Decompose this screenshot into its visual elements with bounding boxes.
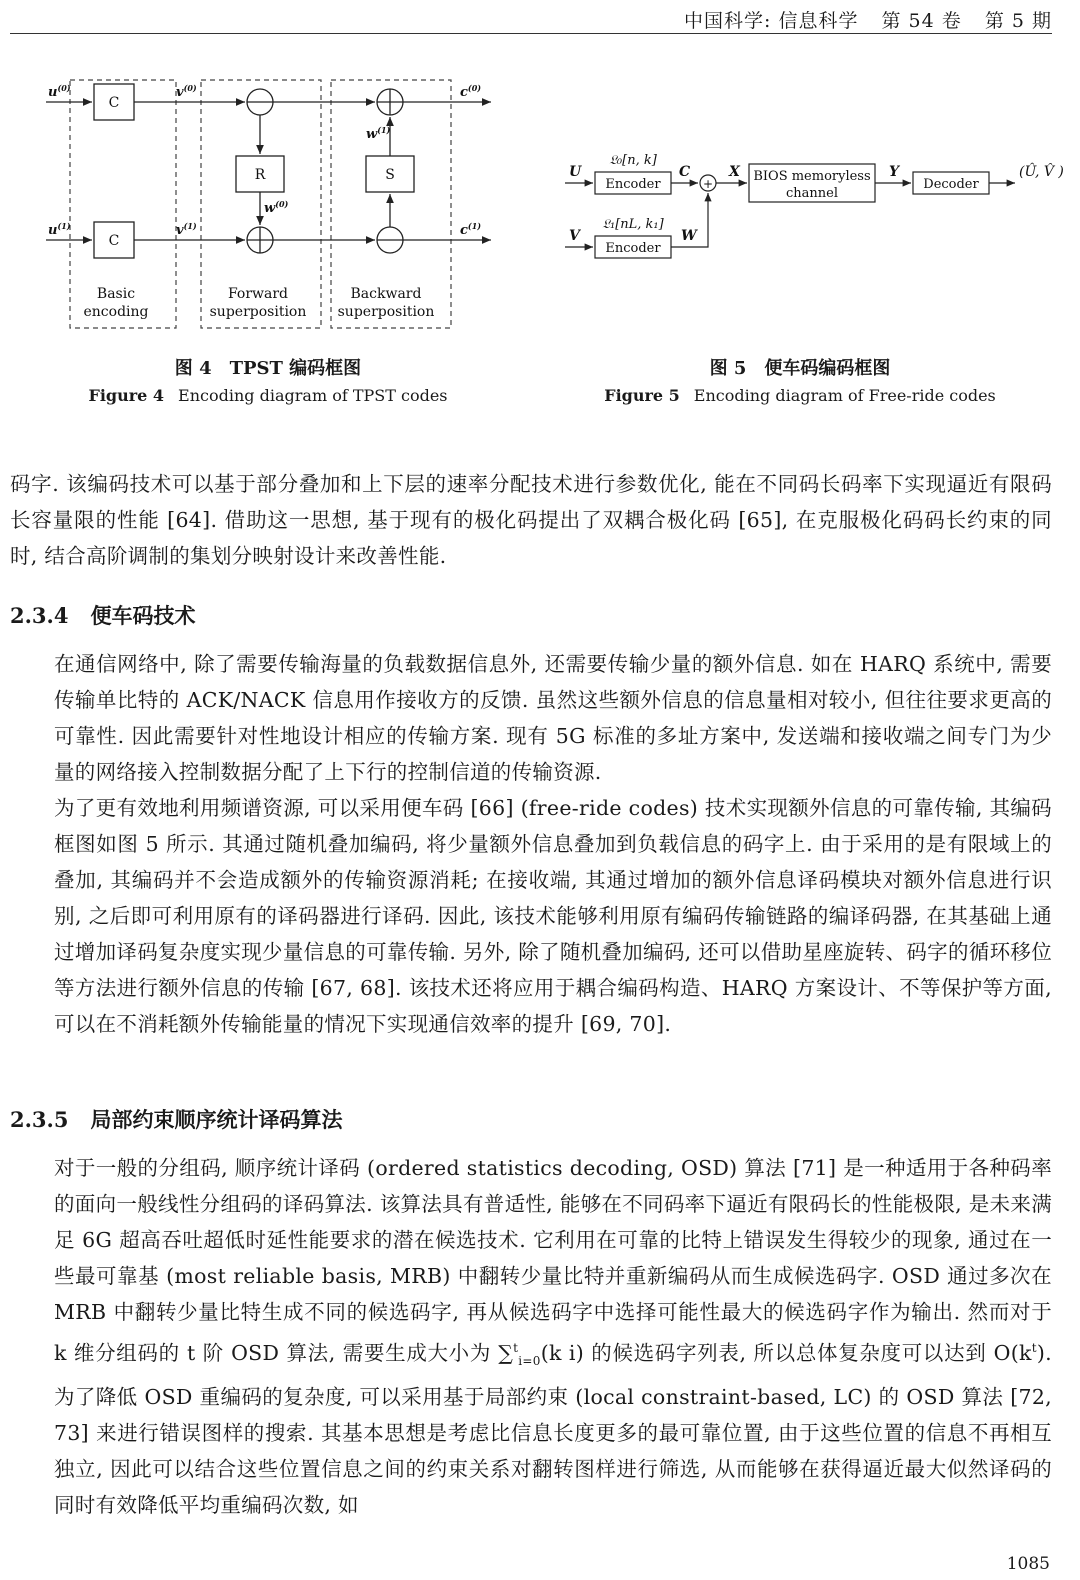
figure-5-caption-en: Encoding diagram of Free-ride codes	[693, 386, 996, 405]
figure-4-caption-en: Encoding diagram of TPST codes	[178, 386, 448, 405]
svg-text:v(0): $v^{(0)}$	[176, 83, 197, 100]
figure-4-diagram	[36, 76, 496, 342]
paragraph-intro: 码字. 该编码技术可以基于部分叠加和上下层的速率分配技术进行参数优化, 能在不同码长码率下实现逼近有限码长容量限的性能 [64]. 借助这一思想, 基于现有的极化码提出了双耦合极化码 [65], 在克服极化码码长约束的同时, 结合高阶调制的集划分映射设计来改善性能.	[10, 472, 1052, 568]
page-number: 1085	[1006, 1554, 1050, 1574]
paragraph-2-3-4-a: 在通信网络中, 除了需要传输海量的负载数据信息外, 还需要传输少量的额外信息. 如在 HARQ 系统中, 需要传输单比特的 ACK/NACK 信息用作接收方的反馈. 虽然这些额外信息的信息量相对较小, 但往往要求更高的可靠性. 因此需要针对性地设计相应的传输方案. 现有 5G 标准的多址方案中, 发送端和接收端之间专门为少量的网络接入控制数据分配了上下行的控制信道的传输资源.	[54, 652, 1052, 784]
svg-text:Backward: Backward	[350, 286, 422, 302]
volume: 第 54 卷	[881, 10, 962, 32]
svg-text:encoding: encoding	[83, 304, 149, 320]
svg-text:c(1): $c^{(1)}$	[460, 221, 482, 238]
svg-text:R: R	[254, 167, 266, 183]
svg-text:channel: channel	[786, 186, 838, 201]
svg-text:(Û, V̂ ): (Û, V̂ )	[1019, 164, 1064, 180]
svg-text:u(1): $u^{(1)}$	[48, 221, 71, 238]
svg-text:S: S	[385, 167, 395, 183]
svg-text:BIOS memoryless: BIOS memoryless	[753, 169, 871, 184]
figure-4-label: Figure 4	[88, 386, 165, 405]
svg-text:C: C	[108, 95, 120, 111]
figure-5-caption	[590, 354, 1010, 405]
paragraph-2-3-4-b: 为了更有效地利用频谱资源, 可以采用便车码 [66] (free-ride codes) 技术实现额外信息的可靠传输, 其编码框图如图 5 所示. 其通过随机叠加编码, 将少量额外信息叠加到负载信息的码字上. 由于采用的是有限域上的叠加, 其编码并不会造成额外的传输资源消耗; 在接收端, 其通过增加的额外信息译码模块对额外信息进行识别, 之后即可利用原有的译码器进行译码. 因此, 该技术能够利用原有编码传输链路的编译码器, 在其基础上通过增加译码复杂度实现少量信息的可靠传输. 另外, 除了随机叠加编码, 还可以借助星座旋转、码字的循环移位等方法进行额外信息的传输 [67, 68]. 该技术还将应用于耦合编码构造、HARQ 方案设计、不等保护等方面, 可以在不消耗额外传输能量的情况下实现通信效率的提升 [69, 70].	[54, 796, 1052, 1036]
issue: 第 5 期	[984, 10, 1052, 32]
svg-text:w(0): $w^{(0)}$	[264, 199, 289, 216]
svg-text:v(1): $v^{(1)}$	[176, 221, 197, 238]
svg-text:Encoder: Encoder	[605, 177, 661, 192]
figure-5-diagram	[563, 140, 1064, 260]
figure-5-label: Figure 5	[604, 386, 680, 405]
header-rule	[10, 33, 1052, 34]
running-header	[668, 6, 1052, 33]
section-2-3-5-heading: 2.3.5 局部约束顺序统计译码算法	[10, 1107, 343, 1132]
section-2-3-4-heading: 2.3.4 便车码技术	[10, 603, 196, 628]
svg-text:u(0): $u^{(0)}$	[48, 83, 71, 100]
figure-4-caption-zh: 图 4 TPST 编码框图	[174, 358, 362, 379]
svg-text:superposition: superposition	[209, 304, 307, 320]
svg-text:w(1): $w^{(1)}$	[366, 125, 391, 142]
svg-text:Y: Y	[889, 164, 899, 180]
svg-text:V: V	[569, 228, 580, 244]
journal-name: 中国科学: 信息科学	[684, 10, 859, 32]
figure-4-caption	[58, 354, 478, 405]
paragraph-2-3-5: 对于一般的分组码, 顺序统计译码 (ordered statistics decoding, OSD) 算法 [71] 是一种适用于各种码率的面向一般线性分组码的译码算法. 该算法具有普适性, 能够在不同码率下逼近有限码长的性能极限, 是未来满足 6G 超高吞吐超低时延性能要求的潜在候选技术. 它利用在可靠的比特上错误发生得较少的现象, 通过在一些最可靠基 (most reliable basis, MRB) 中翻转少量比特并重新编码从而生成候选码字. OSD 通过多次在 MRB 中翻转少量比特生成不同的候选码字, 再从候选码字中选择可能性最大的候选码字作为输出. 然而对于 k 维分组码的 t 阶 OSD 算法, 需要生成大小为 ∑$^t_{i=0}$(k i) 的候选码字列表, 所以总体复杂度可以达到 $O(k^t)$. 为了降低 OSD 重编码的复杂度, 可以采用基于局部约束 (local constraint-based, LC) 的 OSD 算法 [72, 73] 来进行错误图样的搜索. 其基本思想是考虑比信息长度更多的最可靠位置, 由于这些位置的信息不再相互独立, 因此可以结合这些位置信息之间的约束关系对翻转图样进行筛选, 从而能够在获得逼近最大似然译码的同时有效降低平均重编码次数, 如	[54, 1156, 1052, 1517]
svg-text:+: +	[702, 177, 714, 191]
svg-text:X: X	[729, 164, 740, 180]
svg-text:𝔏₁[nL, k₁]: 𝔏₁[nL, k₁]	[602, 217, 664, 232]
svg-text:U: U	[569, 164, 582, 180]
svg-text:𝔏₀[n, k]: 𝔏₀[n, k]	[609, 153, 657, 168]
svg-text:C: C	[679, 164, 691, 180]
svg-text:superposition: superposition	[337, 304, 435, 320]
svg-text:W: W	[681, 228, 697, 244]
svg-text:C: C	[108, 233, 120, 249]
svg-text:Encoder: Encoder	[605, 241, 661, 256]
svg-text:Decoder: Decoder	[923, 177, 979, 192]
svg-text:c(0): $c^{(0)}$	[460, 83, 482, 100]
svg-text:Basic: Basic	[96, 286, 136, 302]
figure-5-caption-zh: 图 5 便车码编码框图	[709, 358, 891, 379]
svg-text:Forward: Forward	[227, 286, 289, 302]
